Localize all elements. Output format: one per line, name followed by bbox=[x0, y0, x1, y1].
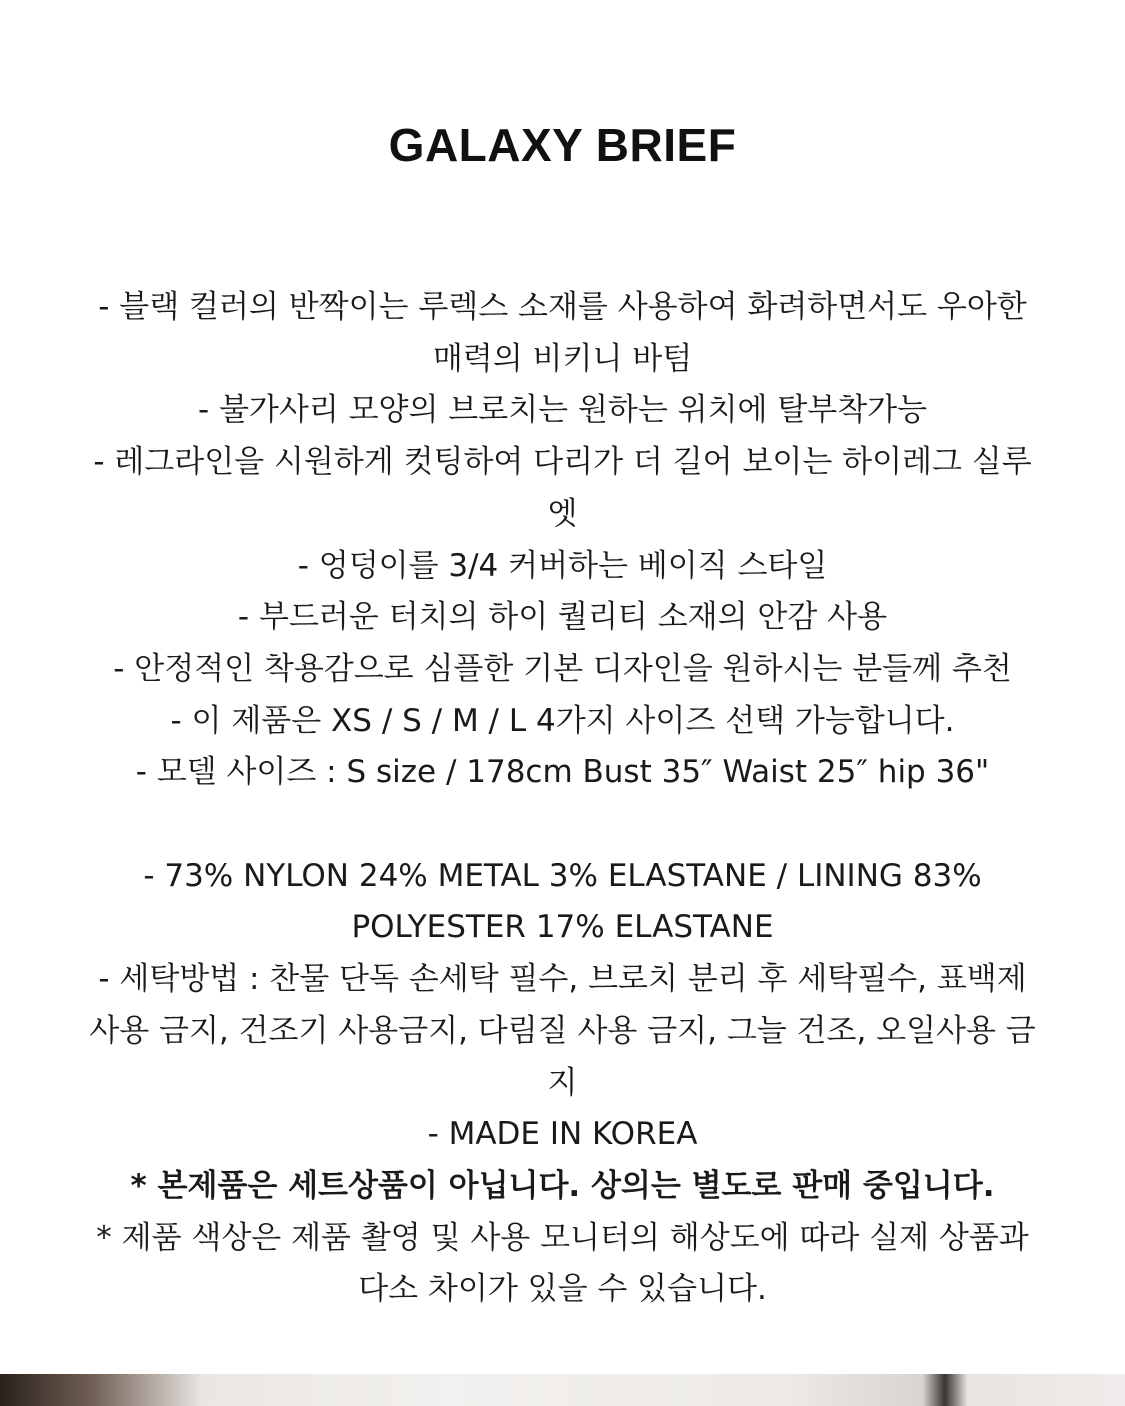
description-line: 매력의 비키니 바텀 bbox=[432, 340, 693, 377]
spacer bbox=[55, 799, 1070, 851]
description-line: POLYESTER 17% ELASTANE bbox=[351, 909, 774, 946]
description-line: - 73% NYLON 24% METAL 3% ELASTANE / LINING 83% bbox=[143, 857, 982, 894]
description-line: 엣 bbox=[547, 495, 578, 532]
notice-not-set: * 본제품은 세트상품이 아닙니다. 상의는 별도로 판매 중입니다. bbox=[130, 1167, 995, 1204]
description-line: - 부드러운 터치의 하이 퀄리티 소재의 안감 사용 bbox=[237, 599, 888, 636]
product-description bbox=[55, 282, 1070, 1316]
description-line: - 블랙 컬러의 반짝이는 루렉스 소재를 사용하여 화려하면서도 우아한 bbox=[98, 289, 1027, 325]
description-line: - 안정적인 착용감으로 심플한 기본 디자인을 원하시는 분들께 추천 bbox=[113, 650, 1012, 687]
description-line: * 제품 색상은 제품 촬영 및 사용 모니터의 해상도에 따라 실제 상품과 bbox=[96, 1219, 1029, 1256]
description-line: - 레그라인을 시원하게 컷팅하여 다리가 더 길어 보이는 하이레그 실루 bbox=[93, 444, 1032, 481]
description-line: - MADE IN KOREA bbox=[427, 1116, 698, 1153]
description-line: - 모델 사이즈 : S size / 178cm Bust 35″ Waist 25″ hip 36" bbox=[135, 754, 990, 791]
description-line: 사용 금지, 건조기 사용금지, 다림질 사용 금지, 그늘 건조, 오일사용 금 bbox=[89, 1012, 1036, 1049]
description-line: 다소 차이가 있을 수 있습니다. bbox=[358, 1271, 767, 1308]
description-line: 지 bbox=[547, 1064, 578, 1101]
description-line: - 세탁방법 : 찬물 단독 손세탁 필수, 브로치 분리 후 세탁필수, 표백제 bbox=[98, 961, 1027, 998]
product-photo bbox=[0, 1374, 1125, 1406]
description-line: - 불가사리 모양의 브로치는 원하는 위치에 탈부착가능 bbox=[197, 392, 928, 429]
description-line: - 이 제품은 XS / S / M / L 4가지 사이즈 선택 가능합니다. bbox=[170, 702, 955, 739]
product-title: GALAXY BRIEF bbox=[388, 119, 737, 171]
description-line: - 엉덩이를 3/4 커버하는 베이직 스타일 bbox=[297, 547, 828, 584]
